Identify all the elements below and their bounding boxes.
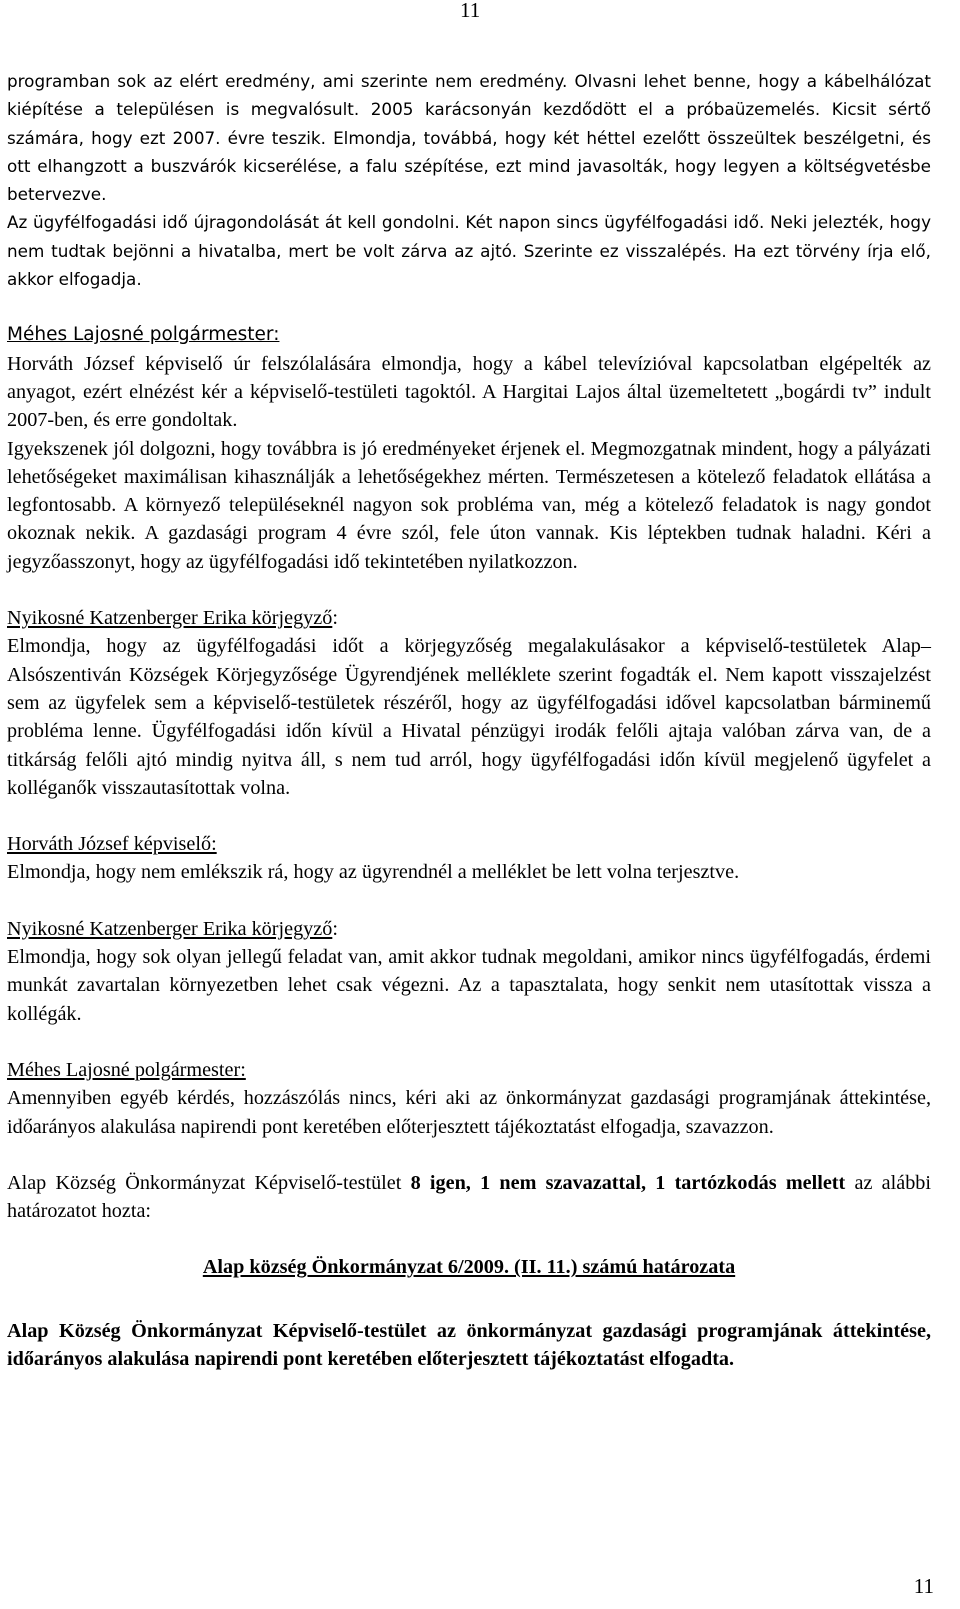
intro-paragraph-2: Az ügyfélfogadási idő újragondolását át kell gondolni. Két napon sincs ügyfélfogadási idő. Neki jelezték, hogy nem tudtak bejönni a hivatalba, mert be volt zárva az ajtó. Szerinte ez visszalépés. Ha ezt törvény írja elő, akkor elfogadja. bbox=[7, 212, 931, 290]
speaker-name: Nyikosné Katzenberger Erika körjegyző bbox=[7, 607, 333, 630]
speaker-name: Méhes Lajosné polgármester: bbox=[7, 1058, 246, 1081]
speech-paragraph: Igyekszenek jól dolgozni, hogy továbbra is jó eredményeket érjenek el. Megmozgatnak mindent, hogy a pályázati lehetőségeket maximálisan kihasználják a lehetőségekhez mérten. Természetesen a kötelező feladatok ellátása a legfontosabb. A környező településeknél nagyon sok probléma van, még a kötelező feladatok is nagy gondot okoznak nekik. A gazdasági program 4 évre szól, fele úton vannak. Kis léptekben tudnak haladni. Kéri a jegyzőasszonyt, hogy az ügyfélfogadási idő tekintetében nyilatkozzon. bbox=[7, 437, 931, 573]
vote-intro: Alap Község Önkormányzat Képviselő-testület bbox=[7, 1171, 411, 1194]
resolution-body: Alap Község Önkormányzat Képviselő-testület az önkormányzat gazdasági programjának áttekintése, időarányos alakulása napirendi pont keretében előterjesztett tájékoztatást elfogadta. bbox=[7, 1319, 931, 1370]
speaker-name: Nyikosné Katzenberger Erika körjegyző bbox=[7, 917, 333, 940]
speech-mayor-2 bbox=[7, 1056, 931, 1141]
speaker-heading bbox=[7, 604, 931, 632]
speaker-heading: Méhes Lajosné polgármester: bbox=[7, 324, 280, 346]
speaker-colon: : bbox=[332, 917, 338, 940]
page-number-top: 11 bbox=[460, 0, 481, 22]
speech-paragraph: Elmondja, hogy sok olyan jellegű feladat van, amit akkor tudnak megoldani, amikor nincs ügyfélfogadás, érdemi munkát zavartalan környezetben lehet csak végezni. Az a tapasztalata, hogy senkit nem utasítottak vissza a kollégák. bbox=[7, 946, 931, 1025]
speaker-name: Horváth József képviselő: bbox=[7, 833, 217, 856]
vote-result bbox=[7, 1169, 931, 1226]
speaker-heading bbox=[7, 1056, 931, 1084]
page-number-bottom: 11 bbox=[913, 1574, 934, 1598]
speech-representative bbox=[7, 830, 931, 887]
speech-notary-2 bbox=[7, 915, 931, 1028]
speaker-heading bbox=[7, 915, 931, 943]
speech-paragraph: Elmondja, hogy az ügyfélfogadási időt a körjegyzőség megalakulásakor a képviselő-testületek Alap–Alsószentiván Községek Körjegyzősége Ügyrendjének melléklete szerint fogadták el. Nem kapott visszajelzést sem az ügyfelek sem a képviselő-testületek részéről, hogy az ügyfélfogadási idővel kapcsolatban bárminemű probléma lenne. Ügyfélfogadási időn kívül a Hivatal pénzügyi irodák felőli ajtaja valóban zárva van, de a titkárság felőli ajtó mindig nyitva áll, s nem tud arról, hogy ügyfélfogadási időn kívül megjelenő ügyfelet a kolléganők visszautasítottak volna. bbox=[7, 635, 931, 799]
document-body bbox=[7, 67, 931, 1373]
speech-notary-1 bbox=[7, 604, 931, 802]
speaker-colon: : bbox=[332, 607, 338, 630]
speaker-heading bbox=[7, 830, 931, 858]
resolution-title: Alap község Önkormányzat 6/2009. (II. 11.) számú határozata bbox=[202, 1256, 736, 1279]
intro-paragraph-1: programban sok az elért eredmény, ami szerinte nem eredmény. Olvasni lehet benne, hogy a kábelhálózat kiépítése a településen is megvalósult. 2005 karácsonyán kezdődött el a próbaüzemelés. Kicsit sértő számára, hogy ezt 2007. évre teszik. Elmondja, továbbá, hogy két héttel ezelőtt összeültek beszélgetni, és ott elhangzott a buszvárók kicserélése, a falu szépítése, ezt mind javasolták, hogy legyen a költségvetésbe betervezve. bbox=[7, 71, 931, 205]
speech-paragraph: Horváth József képviselő úr felszólalására elmondja, hogy a kábel televízióval kapcsolatban elgépelték az anyagot, ezért elnézést kér a képviselő-testületi tagoktól. A Hargitai Lajos által üzemeltetett „bogárdi tv” indult 2007-ben, és erre gondoltak. bbox=[7, 352, 931, 432]
speech-paragraph: Amennyiben egyéb kérdés, hozzászólás nincs, kéri aki az önkormányzat gazdasági programjának áttekintése, időarányos alakulása napirendi pont keretében előterjesztett tájékoztatást elfogadja, szavazzon. bbox=[7, 1087, 931, 1138]
vote-outro: az alábbi határozatot hozta: bbox=[7, 1171, 931, 1223]
vote-count: 8 igen, 1 nem szavazattal, 1 tartózkodás mellett bbox=[410, 1171, 846, 1194]
speech-paragraph: Elmondja, hogy nem emlékszik rá, hogy az ügyrendnél a melléklet be lett volna terjesztve. bbox=[7, 861, 740, 884]
speech-mayor-1 bbox=[7, 321, 931, 576]
